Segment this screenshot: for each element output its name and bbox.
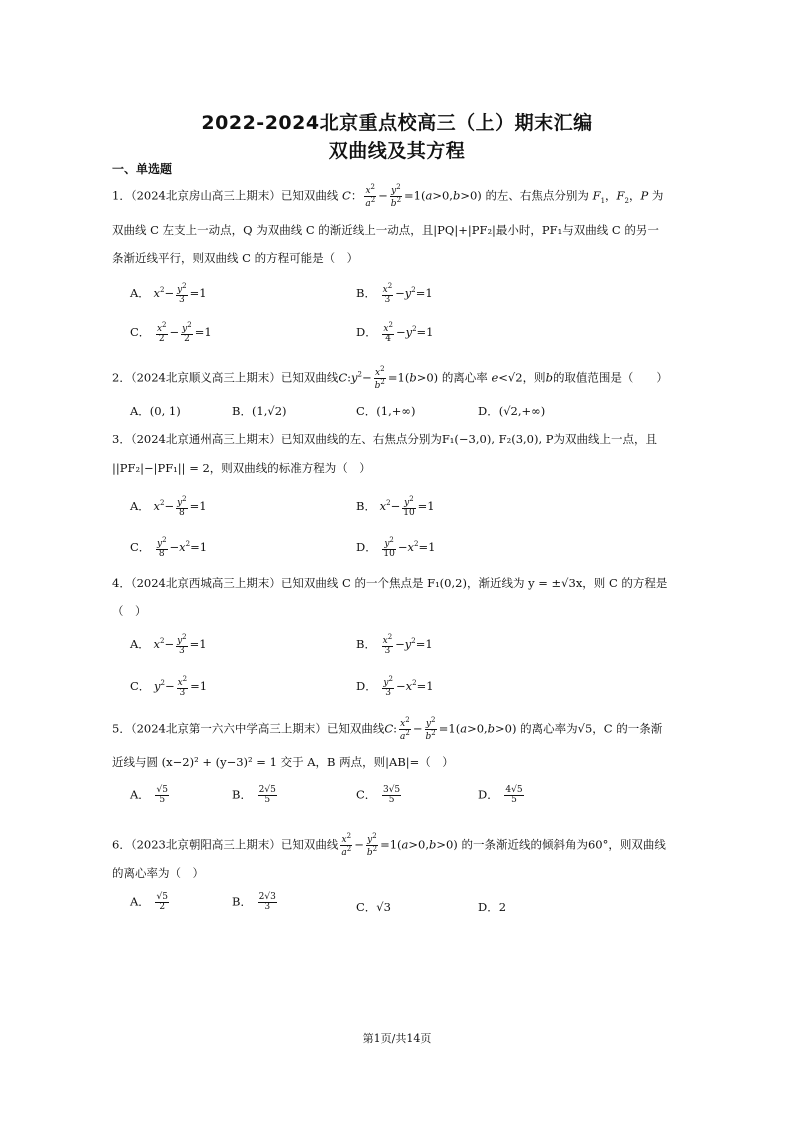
q2-option-c[interactable]: C．(1,+∞) [356,404,416,418]
q6-option-d[interactable]: D．2 [478,900,507,914]
question-6-line-2: 的离心率为（ ） [112,866,204,880]
q1-option-d[interactable]: D． $\frac{x^2}{4}$ $-y^2=1$ [356,321,434,344]
q5-option-d[interactable]: D． $\frac{4√5}{5}$ [478,785,523,805]
question-3-line-1: 3．（2024北京通州高三上期末）已知双曲线的左、右焦点分别为F₁(−3,0), F₂(3,0), P为双曲线上一点，且 [112,432,658,446]
q1-option-c[interactable]: C． $\frac{x^2}{2}$ − $\frac{y^2}{2}$ =1 [130,321,212,344]
q3-option-c[interactable]: C． $\frac{y^2}{8}$ $-x^2=1$ [130,536,208,559]
page-subtitle: 双曲线及其方程 [328,140,466,162]
section-heading: 一、单选题 [112,162,173,176]
q4-option-a[interactable]: A． $x^2-$ $\frac{y^2}{3}$ =1 [130,633,207,656]
q3-option-b[interactable]: B． $x^2-$ $\frac{y^2}{10}$ =1 [356,495,435,518]
q4-option-d[interactable]: D． $\frac{y^2}{3}$ $-x^2=1$ [356,675,434,698]
question-6-line-1: 6．（2023北京朝阳高三上期末）已知双曲线 $\frac{x^2}{a^2}$ − $\frac{y^2}{b^2}$ =1(a>0,b>0) 的一条渐近线的倾斜角为60°，则双曲线 [112,832,666,858]
q3-option-d[interactable]: D． $\frac{y^2}{10}$ $-x^2=1$ [356,536,436,559]
question-4-line-2: （ ） [112,604,147,618]
question-1-line-3: 条渐近线平行，则双曲线 C 的方程可能是（ ） [112,251,359,265]
question-5-line-1: 5．（2024北京第一六六中学高三上期末）已知双曲线C: $\frac{x^2}{a^2}$ − $\frac{y^2}{b^2}$ =1(a>0,b>0) 的离心率为√5，C 的一条渐 [112,716,663,742]
q6-option-b[interactable]: B． $\frac{2√3}{3}$ [232,892,276,912]
q6-option-a[interactable]: A． $\frac{√5}{2}$ [130,892,168,912]
question-5-line-2: 近线与圆 (x−2)² + (y−3)² = 1 交于 A，B 两点，则|AB|=（ ） [112,755,454,769]
q3-option-a[interactable]: A． $x^2-$ $\frac{y^2}{8}$ =1 [130,495,207,518]
question-4-line-1: 4．（2024北京西城高三上期末）已知双曲线 C 的一个焦点是 F₁(0,2)，渐近线为 y = ±√3x，则 C 的方程是 [112,576,668,590]
q1-option-b[interactable]: B． $\frac{x^2}{3}$ $-y^2=1$ [356,282,433,305]
question-1-line-1: 1．（2024北京房山高三上期末）已知双曲线 C： $\frac{x^2}{a^2}$ − $\frac{y^2}{b^2}$ =1(a>0,b>0) 的左、右焦点分别为 $F_1$，$F_2$，P 为 [112,183,664,209]
q5-option-c[interactable]: C． $\frac{3√5}{5}$ [356,785,401,805]
q2-option-d[interactable]: D．(√2,+∞) [478,404,546,418]
q4-option-b[interactable]: B． $\frac{x^2}{3}$ $-y^2=1$ [356,633,433,656]
q2-option-b[interactable]: B．(1,√2) [232,404,287,418]
q5-option-b[interactable]: B． $\frac{2√5}{5}$ [232,785,276,805]
q4-option-c[interactable]: C． $y^2-$ $\frac{x^2}{3}$ =1 [130,675,208,698]
q6-option-c[interactable]: C．√3 [356,900,391,914]
q5-option-a[interactable]: A． $\frac{√5}{5}$ [130,785,168,805]
page-title: 2022-2024北京重点校高三（上）期末汇编 [201,112,593,134]
question-1-line-2: 双曲线 C 左支上一动点，Q 为双曲线 C 的渐近线上一动点，且|PQ|+|PF₂|最小时，PF₁与双曲线 C 的另一 [112,223,659,237]
q2-option-a[interactable]: A．(0, 1) [130,404,181,418]
page-footer: 第1页/共14页 [362,1032,432,1045]
question-2-line-1: 2．（2024北京顺义高三上期末）已知双曲线$C:y^2-$ $\frac{x^2}{b^2}$ =1(b>0) 的离心率 e<√2，则b的取值范围是（ ） [112,365,668,391]
q1-option-a[interactable]: A． $x^2-$ $\frac{y^2}{3}$ =1 [130,282,207,305]
question-3-line-2: ||PF₂|−|PF₁|| = 2，则双曲线的标准方程为（ ） [112,461,371,475]
